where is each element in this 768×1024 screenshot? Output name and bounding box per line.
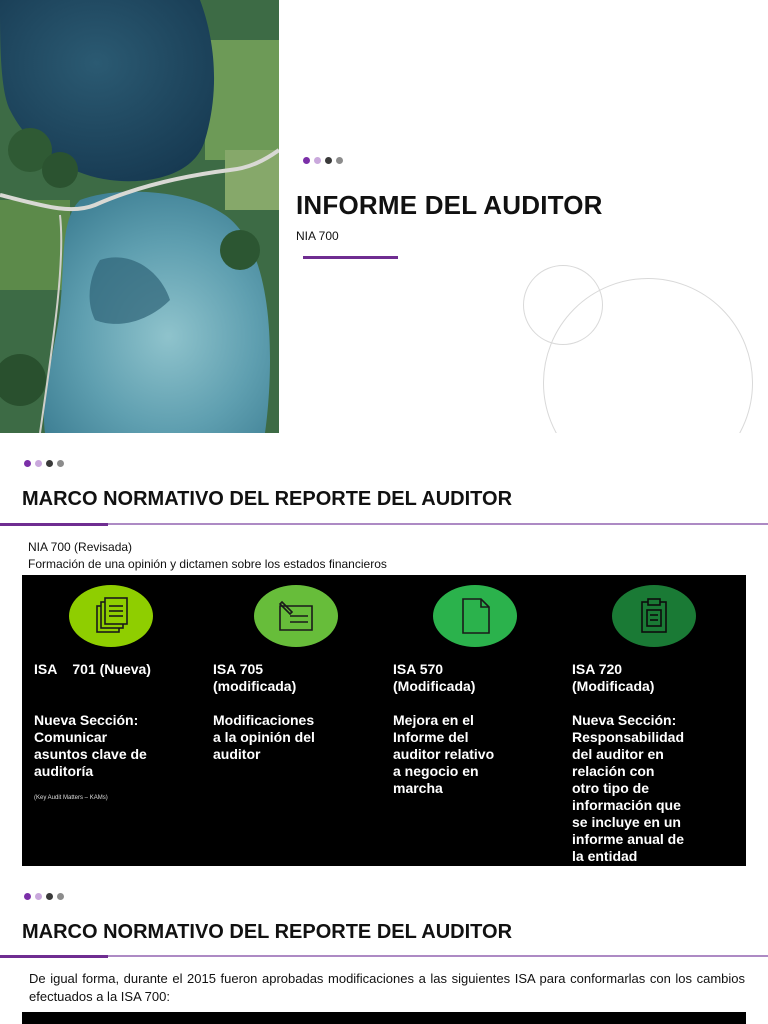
aerial-lake-illustration [0,0,279,433]
slide-subtitle: NIA 700 [296,229,339,243]
slide-indicator-dots [24,893,64,900]
column-heading: ISA 720 (Modificada) [572,661,655,694]
normative-framework-slide-2 [0,866,768,1024]
dot-4 [57,893,64,900]
dot-3 [325,157,332,164]
column-heading: ISA 570 (Modificada) [393,661,476,694]
dot-4 [57,460,64,467]
dot-2 [314,157,321,164]
title-accent-line [0,523,108,526]
slide-title: MARCO NORMATIVO DEL REPORTE DEL AUDITOR [22,488,513,510]
dot-1 [24,460,31,467]
content-panel [22,1012,746,1024]
aerial-lake-photo [0,0,279,433]
intro-line-1: NIA 700 (Revisada) [28,540,133,554]
title-slide [0,0,768,433]
title-rule [108,955,768,957]
intro-text [28,539,387,573]
slide-indicator-dots [24,460,64,467]
document-edit-icon [254,585,338,647]
column-heading: ISA 705 (modificada) [213,661,297,694]
dot-1 [24,893,31,900]
intro-line-2: Formación de una opinión y dictamen sobre los estados financieros [28,557,387,571]
slide-title: INFORME DEL AUDITOR [296,190,603,220]
normative-framework-slide [0,433,768,866]
dot-2 [35,460,42,467]
column-note: (Key Audit Matters – KAMs) [34,795,108,801]
dot-2 [35,893,42,900]
column-body: Nueva Sección: Responsabilidad del auditor en relación con otro tipo de información que se incluye en un informe anual de la entidad [572,712,685,864]
slide-indicator-dots [303,157,343,164]
dot-4 [336,157,343,164]
dot-1 [303,157,310,164]
title-underline [303,256,398,259]
column-body: Mejora en el Informe del auditor relativo a negocio en marcha [393,712,495,796]
column-body: Nueva Sección: Comunicar asuntos clave de auditoría [34,712,147,779]
dot-3 [46,460,53,467]
isa-panel [22,575,746,866]
blank-page-icon [433,585,517,647]
dot-3 [46,893,53,900]
column-heading: ISA 701 (Nueva) [34,661,151,677]
title-rule [108,523,768,525]
column-body: Modificaciones a la opinión del auditor [213,712,315,762]
body-paragraph: De igual forma, durante el 2015 fueron aprobadas modificaciones a las siguientes ISA para conformarlas con los cambios efectuados a la ISA 700: [29,971,745,1004]
slide-title: MARCO NORMATIVO DEL REPORTE DEL AUDITOR [22,921,513,943]
title-accent-line [0,955,108,958]
documents-stack-icon [69,585,153,647]
clipboard-icon [612,585,696,647]
